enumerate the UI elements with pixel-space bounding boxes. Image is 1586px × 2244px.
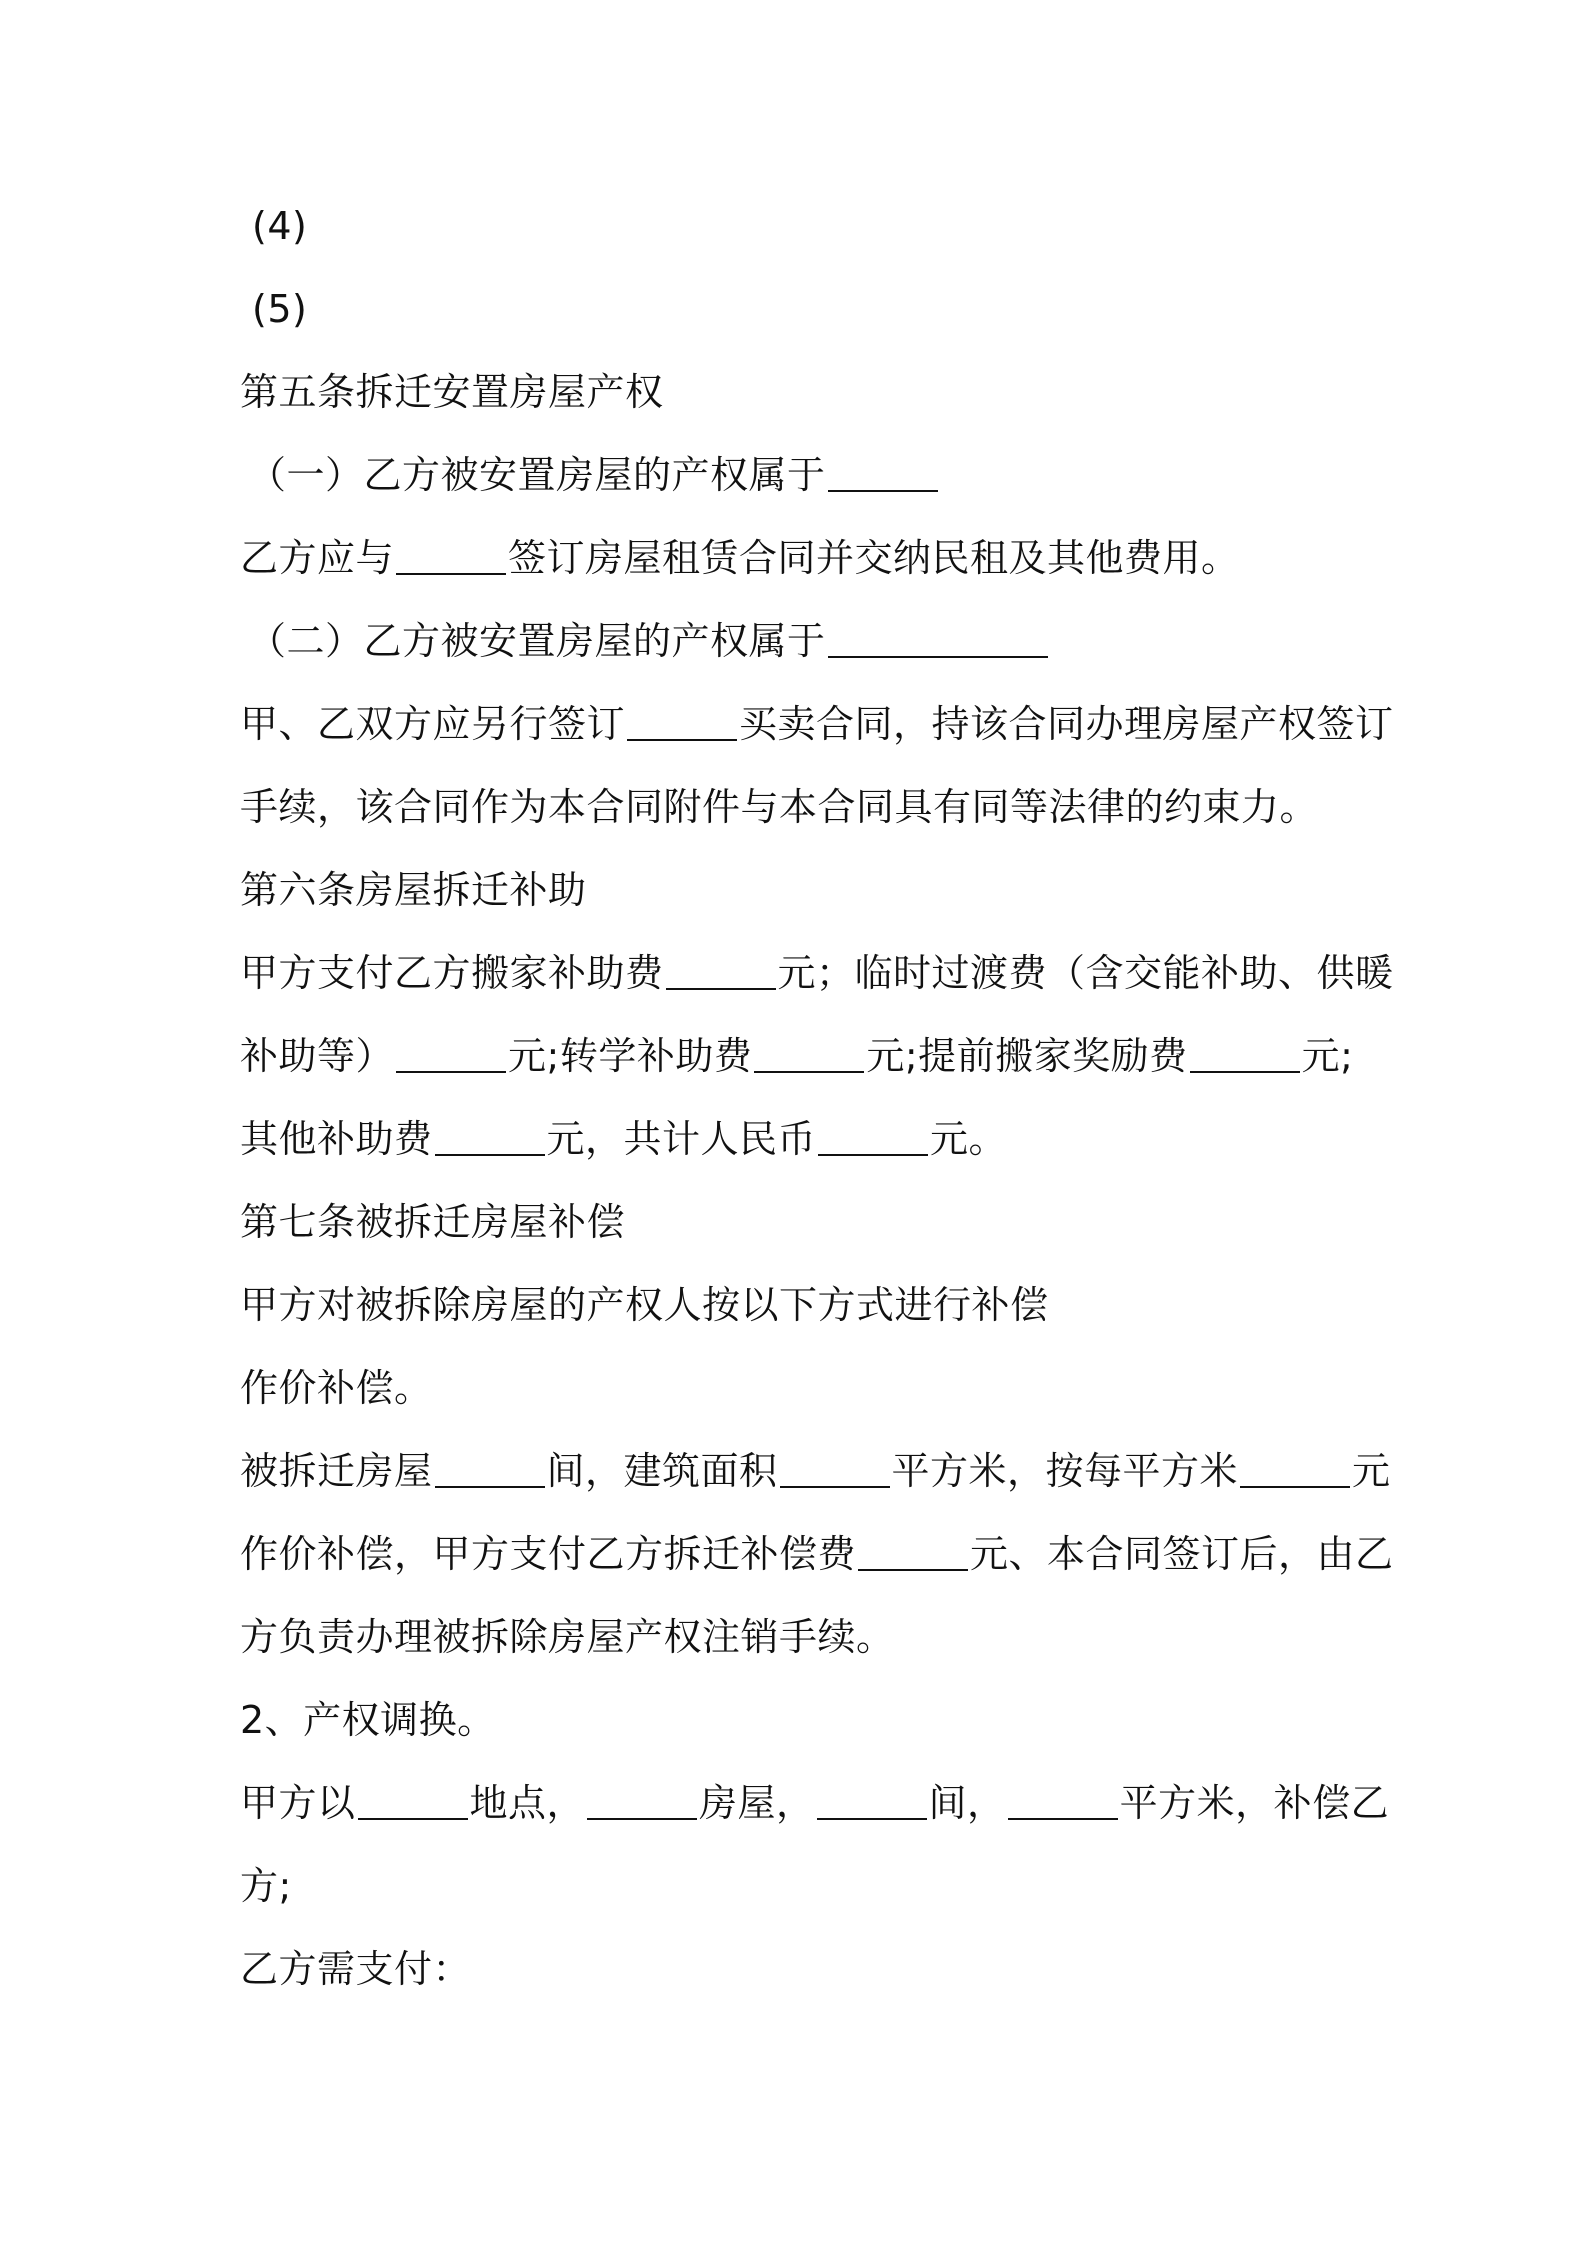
clause-text: 平方米，按每平方米 [891,1449,1239,1493]
clause-6-c [240,1113,1370,1165]
clause-7-1: 作价补偿。 [240,1366,433,1410]
clause-7-1-a [240,1445,1391,1497]
clause-text: 元。 [930,1117,1008,1161]
fill-blank [1240,1450,1350,1488]
clause-5-2 [248,615,1378,667]
clause-6-a [240,947,1394,999]
clause-7-1-c: 方负责办理被拆除房屋产权注销手续。 [240,1615,895,1659]
fill-blank [817,1782,927,1820]
fill-blank [358,1782,468,1820]
clause-7-1-b [240,1528,1394,1580]
clause-text: 间， [928,1781,1006,1825]
clause-text: 元; [1301,1034,1354,1078]
fill-blank [666,952,776,990]
clause-text: 元、本合同签订后，由乙 [970,1532,1394,1576]
fill-blank [627,703,737,741]
clause-text: 其他补助费 [240,1117,433,1161]
article-6-heading: 第六条房屋拆迁补助 [240,868,587,912]
clause-text: 元;转学补助费 [508,1034,753,1078]
clause-text: 元；临时过渡费（含交能补助、供暖 [777,951,1394,995]
fill-blank [587,1782,697,1820]
clause-7-2-c: 乙方需支付： [240,1947,472,1991]
fill-blank [396,1035,506,1073]
clause-text: （二）乙方被安置房屋的产权属于 [248,619,826,663]
clause-text: 甲方以 [240,1781,356,1825]
clause-7-2-b: 方; [240,1864,292,1908]
clause-7-intro: 甲方对被拆除房屋的产权人按以下方式进行补偿 [240,1283,1049,1327]
clause-text: 平方米，补偿乙 [1119,1781,1390,1825]
fill-blank [818,1118,928,1156]
clause-7-2-a [240,1777,1390,1829]
clause-text: 乙方应与 [240,536,395,580]
fill-blank [828,620,1048,658]
clause-text: 买卖合同，持该合同办理房屋产权签订 [739,702,1394,746]
clause-text: 元;提前搬家奖励费 [866,1034,1188,1078]
clause-text: 补助等） [240,1034,395,1078]
clause-text: （一）乙方被安置房屋的产权属于 [248,453,826,497]
clause-6-b [240,1030,1370,1082]
clause-text: 作价补偿，甲方支付乙方拆迁补偿费 [240,1532,857,1576]
clause-text: 元，共计人民币 [546,1117,817,1161]
clause-7-2: 2、产权调换。 [240,1698,496,1742]
clause-text: 甲、乙双方应另行签订 [240,702,626,746]
article-7-heading: 第七条被拆迁房屋补偿 [240,1200,626,1244]
fill-blank [828,454,938,492]
clause-text: 间，建筑面积 [546,1449,778,1493]
fill-blank [1190,1035,1300,1073]
article-5-heading: 第五条拆迁安置房屋产权 [240,370,664,414]
clause-5-2-cont2: 手续，该合同作为本合同附件与本合同具有同等法律的约束力。 [240,785,1319,829]
clause-text: 房屋， [699,1781,815,1825]
fill-blank [435,1118,545,1156]
clause-text: 甲方支付乙方搬家补助费 [240,951,664,995]
list-item-5: (5) [252,287,308,331]
clause-text: 签订房屋租赁合同并交纳民租及其他费用。 [508,536,1240,580]
fill-blank [858,1533,968,1571]
clause-5-2-cont [240,698,1394,750]
fill-blank [1008,1782,1118,1820]
fill-blank [780,1450,890,1488]
clause-text: 元 [1352,1449,1391,1493]
fill-blank [435,1450,545,1488]
list-item-4: (4) [252,204,308,248]
clause-5-1-cont [240,532,1370,584]
fill-blank [754,1035,864,1073]
clause-text: 被拆迁房屋 [240,1449,433,1493]
clause-text: 地点， [469,1781,586,1825]
fill-blank [396,537,506,575]
clause-5-1 [248,449,1378,501]
